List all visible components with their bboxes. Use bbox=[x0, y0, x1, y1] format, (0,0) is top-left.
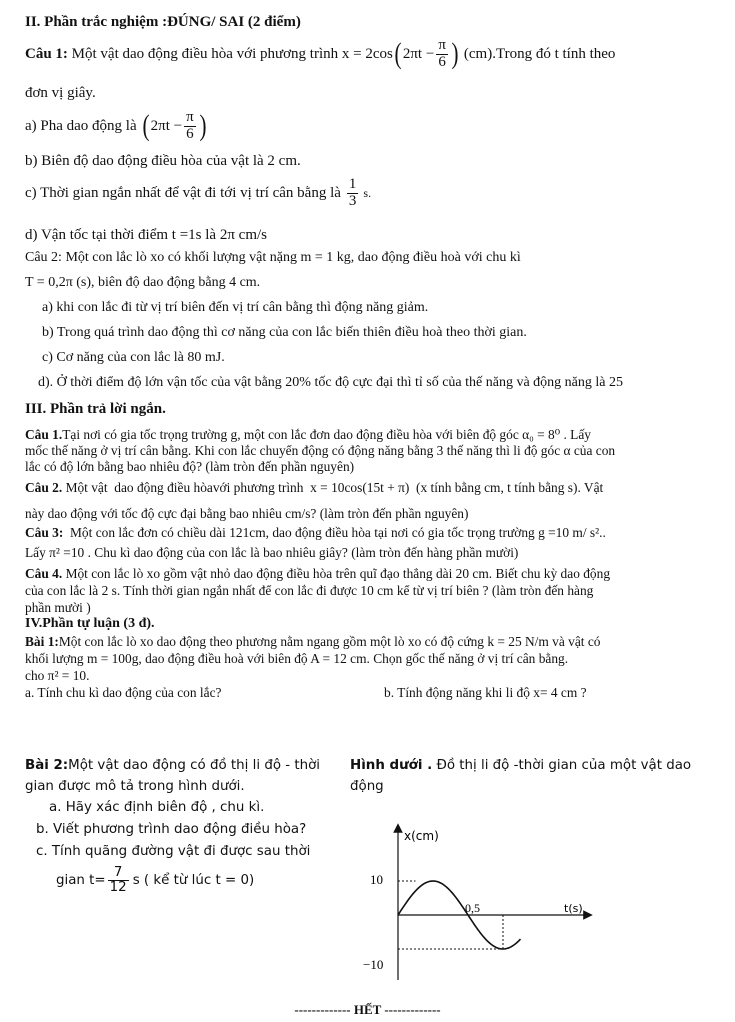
essay-1-line-1 bbox=[25, 635, 601, 648]
option-1c bbox=[25, 177, 371, 210]
end-marker bbox=[0, 1002, 735, 1018]
option-1a-fraction bbox=[184, 110, 196, 143]
section-2-heading: II. Phần trắc nghiệm :ĐÚNG/ SAI (2 điểm) bbox=[25, 14, 301, 30]
question-1-text-b: Trong đó t tính theo bbox=[495, 45, 616, 62]
fraction-numerator: π bbox=[438, 37, 446, 53]
option-1c-fraction bbox=[347, 177, 359, 210]
short-1-line-2: mốc thế năng ở vị trí cân bằng. Khi con lắc chuyển động có động năng bằng 3 thế năng thì li độ góc α của con bbox=[25, 443, 616, 458]
question-1-label: Câu 1: bbox=[25, 45, 68, 62]
question-1-line-2: đơn vị giây. bbox=[25, 85, 96, 101]
option-1c-text: c) Thời gian ngắn nhất để vật đi tới vị trí cân bằng là bbox=[25, 184, 341, 201]
essay-1-line-3: cho π² = 10. bbox=[25, 668, 90, 683]
essay-1-part-b: b. Tính động năng khi li độ x= 4 cm ? bbox=[384, 685, 587, 700]
question-1-fraction bbox=[436, 38, 448, 71]
essay-1-label: Bài 1: bbox=[25, 634, 59, 649]
short-3-line-1 bbox=[25, 526, 606, 539]
question-2-line-2: T = 0,2π (s), biên độ dao động bằng 4 cm. bbox=[25, 275, 261, 290]
essay-1-text: Một con lắc lò xo dao động theo phương nằm ngang gồm một lò xo có độ cứng k = 25 N/m và vật có bbox=[58, 634, 601, 649]
option-1c-unit: s. bbox=[363, 186, 372, 201]
fraction-numerator: 7 bbox=[108, 866, 129, 881]
figure-caption-label: Hình dưới . bbox=[350, 758, 433, 773]
paren-open: ( bbox=[394, 37, 402, 71]
short-1-line-1 bbox=[25, 428, 591, 441]
question-1-eq-x: x = 2cos bbox=[341, 45, 393, 62]
essay-2-label: Bài 2: bbox=[25, 758, 69, 773]
essay-2-time-fraction bbox=[108, 866, 129, 895]
option-2c: c) Cơ năng của con lắc là 80 mJ. bbox=[42, 350, 225, 365]
essay-2-time-prefix: gian t= bbox=[56, 872, 106, 888]
fraction-denominator: 6 bbox=[438, 53, 446, 70]
paren-open: ( bbox=[142, 109, 150, 143]
question-1-stem bbox=[25, 38, 615, 71]
essay-2-text: Một vật dao động có đồ thị li độ - thời bbox=[68, 758, 321, 773]
section-4-heading: IV.Phần tự luận (3 đ). bbox=[25, 616, 155, 631]
essay-2-line-1 bbox=[25, 759, 320, 772]
question-1-text-a: Một vật dao động điều hòa với phương trình bbox=[67, 45, 342, 62]
option-1b: b) Biên độ dao động điều hòa của vật là 2 cm. bbox=[25, 153, 301, 169]
short-4-line-3: phần mười ) bbox=[25, 600, 91, 615]
y-tick-top: 10 bbox=[370, 872, 383, 887]
option-1d: d) Vận tốc tại thời điểm t =1s là 2π cm/s bbox=[25, 227, 267, 243]
section-3-heading: III. Phần trả lời ngắn. bbox=[25, 401, 166, 417]
y-axis-label: x(cm) bbox=[404, 829, 439, 843]
short-2-text: Một vật dao động điều hòavới phương trình x = 10cos(15t + π) (x tính bằng cm, t tính bằng s). Vật bbox=[62, 480, 604, 495]
fraction-denominator: 3 bbox=[348, 192, 357, 209]
short-1-text: Tại nơi có gia tốc trọng trường g, một con lắc đơn dao động điều hòa với biên độ góc α₀ = 8⁰ . Lấy bbox=[62, 427, 591, 442]
y-tick-bottom: −10 bbox=[363, 957, 384, 972]
short-2-line-1 bbox=[25, 481, 603, 494]
option-1a-inner: 2πt − bbox=[150, 117, 183, 134]
short-3-text: Một con lắc đơn có chiều dài 121cm, dao động điều hòa tại nơi có gia tốc trọng trường g =10 m/ s².. bbox=[63, 525, 606, 540]
essay-2-time-suffix: s ( kể từ lúc t = 0) bbox=[132, 872, 255, 888]
essay-2-part-b: b. Viết phương trình dao động điều hòa? bbox=[36, 822, 307, 837]
paren-close: ) bbox=[451, 37, 459, 71]
short-1-line-3: lắc có độ lớn bằng bao nhiêu độ? (làm tròn đến phần nguyên) bbox=[25, 459, 355, 474]
short-3-label: Câu 3: bbox=[25, 525, 64, 540]
fraction-numerator: 1 bbox=[348, 176, 357, 192]
paren-close: ) bbox=[199, 109, 207, 143]
short-4-line-2: của con lắc là 2 s. Tính thời gian ngắn nhất để con lắc đi được 10 cm kể từ vị trí biên ? (làm tròn đến hàng bbox=[25, 583, 594, 598]
figure-caption-line-2: động bbox=[350, 779, 384, 794]
short-1-label: Câu 1. bbox=[25, 427, 63, 442]
essay-2-part-c-cont bbox=[56, 866, 254, 895]
essay-1-part-a: a. Tính chu kì dao động của con lắc? bbox=[25, 685, 222, 700]
short-2-line-2: này dao động với tốc độ cực đại bằng bao nhiêu cm/s? (làm tròn đến phần nguyên) bbox=[25, 506, 469, 521]
option-2b: b) Trong quá trình dao động thì cơ năng của con lắc biến thiên điều hoà theo thời gian. bbox=[42, 325, 527, 340]
short-3-line-2: Lấy π² =10 . Chu kì dao động của con lắc là bao nhiêu giây? (làm tròn đến hàng phần mười) bbox=[25, 545, 519, 560]
x-axis-label: t(s) bbox=[564, 902, 583, 915]
short-4-line-1 bbox=[25, 567, 610, 580]
essay-2-part-c: c. Tính quãng đường vật đi được sau thời bbox=[36, 844, 311, 859]
essay-1-line-2: khối lượng m = 100g, dao động điều hoà với biên độ A = 12 cm. Chọn gốc thế năng ở vị trí cân bằng. bbox=[25, 651, 569, 666]
option-2d: d). Ở thời điểm độ lớn vận tốc của vật bằng 20% tốc độ cực đại thì tỉ số của thế năng và động năng là 25 bbox=[38, 375, 623, 390]
question-1-eq-inner: 2πt − bbox=[402, 45, 435, 62]
short-2-label: Câu 2. bbox=[25, 480, 63, 495]
option-1a-text: a) Pha dao động là bbox=[25, 117, 137, 134]
displacement-time-graph bbox=[350, 820, 610, 985]
option-1a bbox=[25, 110, 208, 143]
x-tick-half: 0,5 bbox=[465, 901, 480, 915]
question-2-line-1: Câu 2: Một con lắc lò xo có khối lượng vật nặng m = 1 kg, dao động điều hoà với chu kì bbox=[25, 250, 521, 265]
end-marker-text: ------------- HẾT ------------- bbox=[294, 1002, 441, 1017]
essay-2-part-a: a. Hãy xác định biên độ , chu kì. bbox=[49, 800, 265, 815]
fraction-denominator: 6 bbox=[186, 125, 194, 142]
figure-caption-line-1 bbox=[350, 759, 691, 772]
figure-caption-text: Đồ thị li độ -thời gian của một vật dao bbox=[432, 758, 692, 773]
option-2a: a) khi con lắc đi từ vị trí biên đến vị trí cân bằng thì động năng giảm. bbox=[42, 300, 429, 315]
short-4-label: Câu 4. bbox=[25, 566, 63, 581]
fraction-numerator: π bbox=[186, 109, 194, 125]
fraction-denominator: 12 bbox=[109, 880, 127, 896]
essay-2-line-2: gian được mô tả trong hình dưới. bbox=[25, 779, 245, 794]
short-4-text: Một con lắc lò xo gồm vật nhỏ dao động điều hòa trên quĩ đạo thẳng dài 20 cm. Biết chu kỳ dao động bbox=[62, 566, 611, 581]
question-1-eq-unit: (cm). bbox=[463, 45, 496, 62]
